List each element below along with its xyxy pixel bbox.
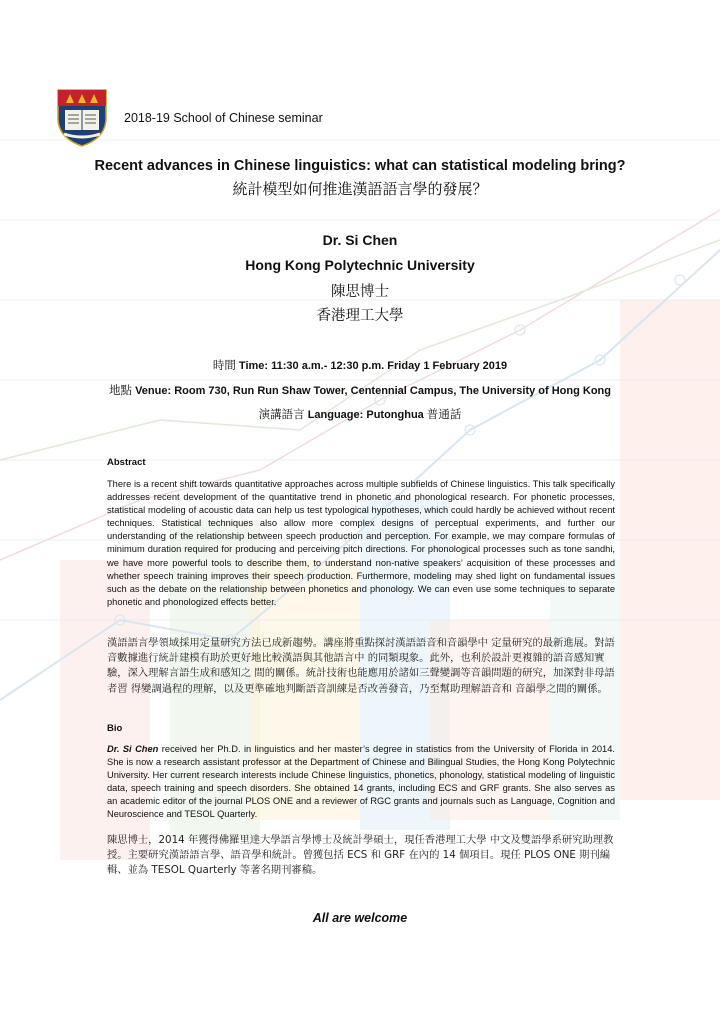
speaker-institution-chinese: 香港理工大學 [316,308,404,324]
abstract-text-chinese: 漢語語言學領域採用定量研究方法已成新趨勢。講座將重點探討漢語語音和音韻學中 定量研究的最新進展。對語音數據進行統計建模有助於更好地比較漢語與其他語言中 的同類現象。此外，也利於設計更複雜的語音感知實驗，深入理解言語生成和感知之 間的關係。統計技術也能應用於諸如三聲變調等音韻問題的研究，加深對非母語者習 得變調過程的理解，以及更準確地判斷語音訓練是否改善發音，乃至幫助理解語音和 音韻學之間的關係。 [107,637,615,695]
venue-label-chinese: 地點 [109,383,133,397]
abstract-text-english: There is a recent shift towards quantitative approaches across multiple subfields of Chinese linguistics. This talk specifically addresses recent development of the quantitative trend in phonetic and phonological research. For phonetic processes, statistical modeling of acoustic data can help us test typological hypotheses, which could hardly be achieved without recent techniques. Statistical techniques also allow more complex designs of perceptual experiments, and further our understanding of the relationship between speech production and perception. For example, we may compare formulas of minimum duration required for producing and perceiving pitch directions. For phonological processes such as tone sandhi, we have more powerful tools to describe them, to understand non-native speakers’ acquisition of these processes and whether speech training improves their speech production. Furthermore, modeling may shed light on fundamental issues such as the debate on the relationship between phonetics and phonology. We can even use some techniques to separate phonetic and phonologized effects better. [107,479,615,607]
talk-title-english: Recent advances in Chinese linguistics: what can statistical modeling bring? [94,158,626,174]
time-value: Time: 11:30 a.m.- 12:30 p.m. Friday 1 February 2019 [238,360,508,372]
event-time [0,357,720,373]
welcome-note: All are welcome [312,911,408,925]
language-value-chinese: 普通話 [426,407,462,421]
event-venue [0,382,720,398]
abstract-heading: Abstract [107,457,146,468]
bio-body-english: received her Ph.D. in linguistics and her master’s degree in statistics from the University of Florida in 2014. She is now a research assistant professor at the Department of Chinese and Bilingual Studies, the Hong Kong Polytechnic University. Her current research interests include Chinese linguistics, phonetics, phonology, statistical modeling of linguistic data, speech training and speech disorders. She obtained 14 grants, including ECS and GRF grants. She also serves as an academic editor of the journal PLOS ONE and a reviewer of RGC grants and journals such as Language, Cognition and Neuroscience and TESOL Quarterly. [107,744,615,820]
language-value: Language: Putonghua [307,409,424,421]
event-language [0,406,720,422]
venue-value: Venue: Room 730, Run Run Shaw Tower, Centennial Campus, The University of Hong Kong [135,385,611,397]
university-crest-icon [56,88,108,148]
bio-heading: Bio [107,723,123,734]
bio-text-chinese: 陳思博士，2014 年獲得佛羅里達大學語言學博士及統計學碩士，現任香港理工大學 中文及雙語學系研究助理教授。主要研究漢語語言學、語音學和統計。曾獲包括 ECS 和 GRF 在內的 14 個項目。現任 PLOS ONE 期刊編輯、並為 TESOL Quarterly 等著名期刊審稿。 [107,834,614,877]
bio-text-english [107,743,615,822]
time-label-chinese: 時間 [212,358,236,372]
talk-title-chinese: 統計模型如何推進漢語語言學的發展？ [232,180,488,198]
seminar-series: 2018-19 School of Chinese seminar [124,111,323,125]
speaker-institution-english: Hong Kong Polytechnic University [245,257,475,273]
language-label-chinese: 演講語言 [258,407,305,421]
speaker-name-chinese: 陳思博士 [331,284,389,300]
bio-speaker-name: Dr. Si Chen [107,744,159,754]
speaker-name-english: Dr. Si Chen [322,232,398,248]
